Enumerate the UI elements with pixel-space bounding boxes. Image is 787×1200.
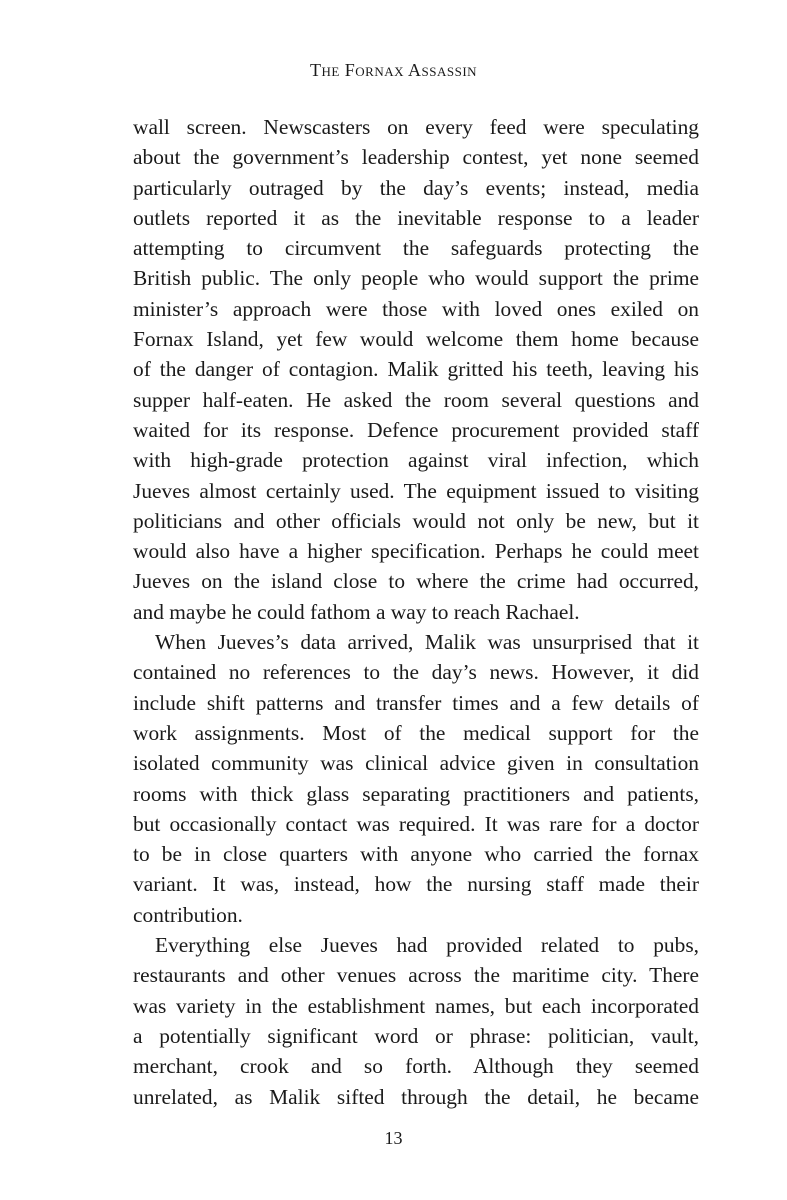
page-number: 13 (384, 1128, 403, 1148)
text-line: was variety in the establishment names, but each incorporated (133, 993, 699, 1018)
text-line: to be in close quarters with anyone who carried the fornax (133, 842, 699, 867)
text-line: When Jueves’s data arrived, Malik was unsurprised that it (155, 630, 699, 655)
text-line: include shift patterns and transfer times and a few details of (133, 690, 699, 715)
text-line: unrelated, as Malik sifted through the detail, he became (133, 1084, 699, 1109)
body-text (133, 112, 699, 1112)
paragraph (133, 112, 699, 627)
text-line: but occasionally contact was required. It was rare for a doctor (133, 811, 699, 836)
text-line: British public. The only people who would support the prime (133, 266, 699, 291)
text-line: variant. It was, instead, how the nursing staff made their (133, 872, 699, 897)
paragraph (133, 930, 699, 1112)
text-line: attempting to circumvent the safeguards protecting the (133, 236, 699, 261)
text-line: Fornax Island, yet few would welcome them home because (133, 327, 699, 352)
text-line: contribution. (133, 902, 243, 927)
text-line: Everything else Jueves had provided related to pubs, (155, 933, 699, 958)
text-line: outlets reported it as the inevitable response to a leader (133, 205, 699, 230)
text-line: particularly outraged by the day’s events; instead, media (133, 175, 699, 200)
text-line: wall screen. Newscasters on every feed were speculating (133, 115, 699, 139)
text-line: would also have a higher specification. Perhaps he could meet (133, 539, 699, 564)
text-line: about the government’s leadership contest, yet none seemed (133, 145, 699, 170)
text-line: politicians and other officials would not only be new, but it (133, 508, 699, 533)
text-line: restaurants and other venues across the maritime city. There (133, 963, 699, 988)
text-line: isolated community was clinical advice given in consultation (133, 751, 699, 776)
text-line: waited for its response. Defence procurement provided staff (133, 417, 699, 442)
running-head: The Fornax Assassin (309, 60, 478, 80)
text-line: rooms with thick glass separating practitioners and patients, (133, 781, 699, 806)
text-line: merchant, crook and so forth. Although they seemed (133, 1054, 699, 1079)
text-line: of the danger of contagion. Malik gritted his teeth, leaving his (133, 357, 699, 382)
text-line: work assignments. Most of the medical support for the (133, 720, 699, 745)
text-line: a potentially significant word or phrase: politician, vault, (133, 1023, 699, 1048)
text-line: with high-grade protection against viral infection, which (133, 448, 699, 473)
paragraph (133, 627, 699, 930)
text-line: Jueves almost certainly used. The equipment issued to visiting (133, 478, 699, 503)
text-line: supper half-eaten. He asked the room several questions and (133, 387, 699, 412)
text-line: contained no references to the day’s news. However, it did (133, 660, 699, 685)
text-line: and maybe he could fathom a way to reach Rachael. (133, 599, 580, 624)
text-line: minister’s approach were those with loved ones exiled on (133, 296, 699, 321)
text-line: Jueves on the island close to where the crime had occurred, (133, 569, 699, 594)
